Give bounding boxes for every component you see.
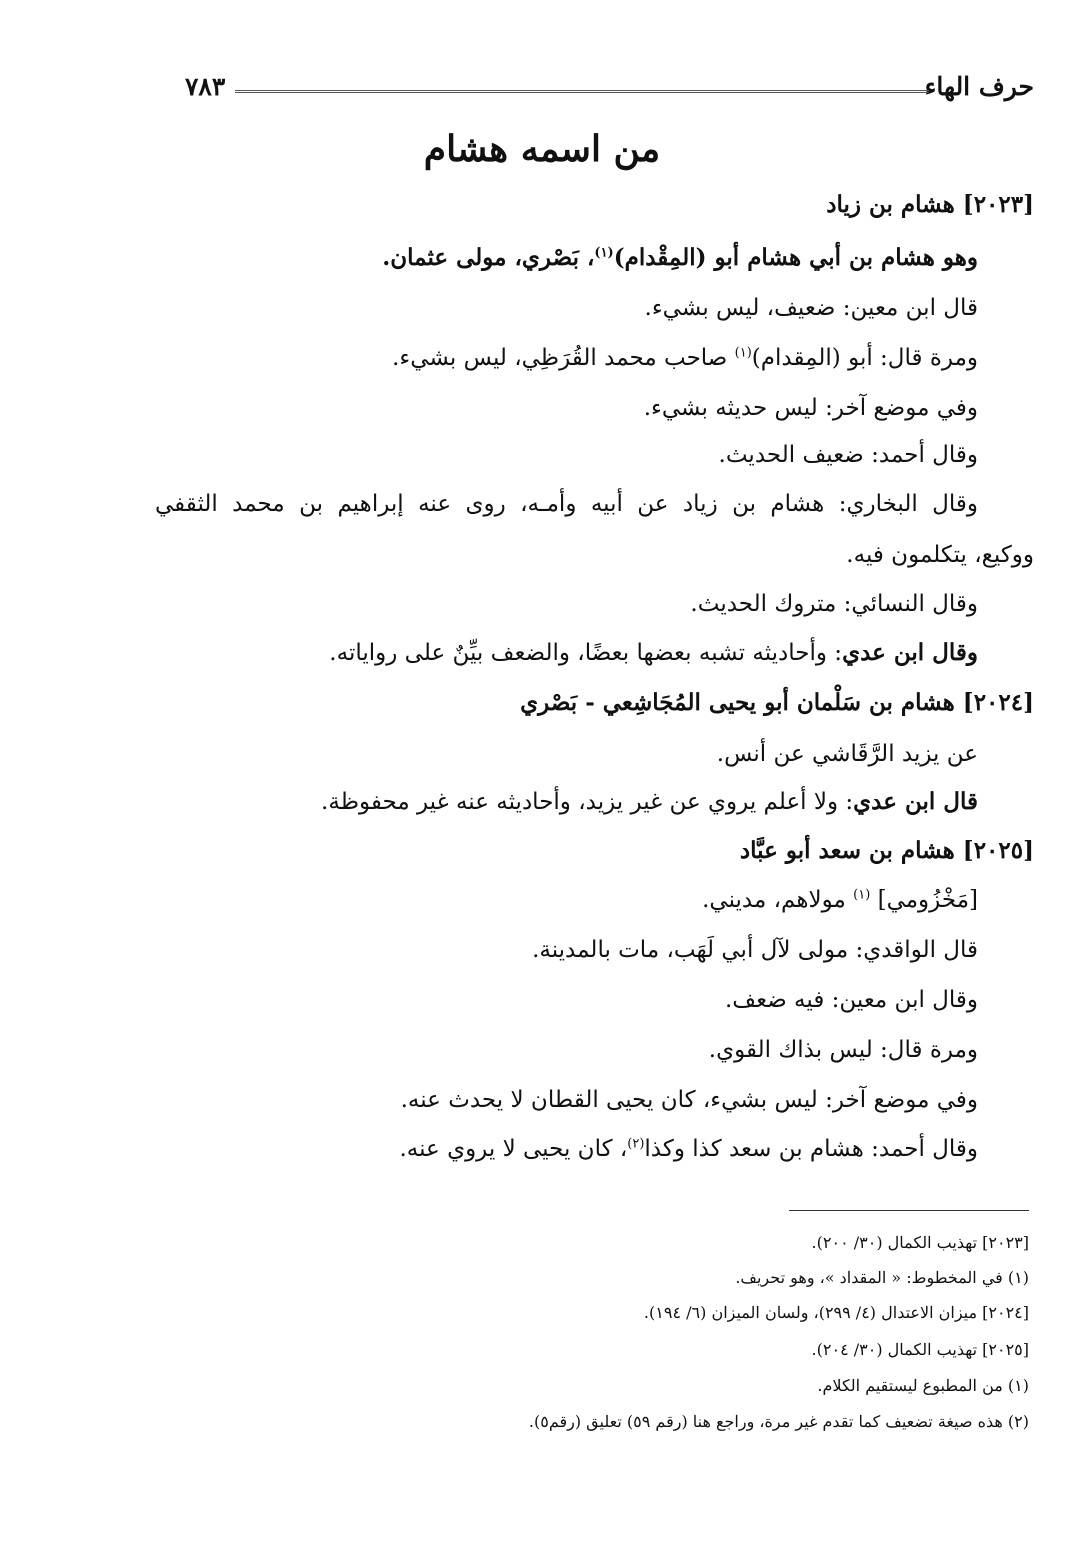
entry-2025-line-4: ومرة قال: ليس بذاك القوي.	[708, 1037, 978, 1063]
entry-2023-line-1: وهو هشام بن أبي هشام أبو (المِقْدام)$^{(١)}$، بَصْري، مولى عثمان.	[382, 244, 978, 271]
entry-2023-line-5: وقال أحمد: ضعيف الحديث.	[718, 442, 978, 468]
entry-2023-line-9: وقال ابن عدي: وأحاديثه تشبه بعضها بعضًا، والضعف بيِّنٌ على رواياته.	[329, 639, 978, 666]
entry-2023-line-4: وفي موضع آخر: ليس حديثه بشيء.	[643, 395, 978, 421]
footnote-4: [٢٠٢٥] تهذيب الكمال (٣٠/ ٢٠٤).	[811, 1340, 1029, 1359]
footnote-ref[interactable]: (٢)	[627, 1136, 645, 1152]
entry-2023-line-6: وقال البخاري: هشام بن زياد عن أبيه وأمـه، روى عنه إبراهيم بن محمد الثقفي	[155, 491, 978, 517]
entry-title-2025: [٢٠٢٥] هشام بن سعد أبو عبَّاد	[739, 837, 1034, 864]
entry-2023-line-2: قال ابن معين: ضعيف، ليس بشيء.	[644, 295, 978, 321]
footnote-separator	[789, 1210, 1029, 1211]
entry-2023-line-8: وقال النسائي: متروك الحديث.	[690, 591, 978, 617]
entry-2023-line-3: ومرة قال: أبو (المِقدام)$^{(١)}$ صاحب محمد القُرَظِي، ليس بشيء.	[392, 345, 978, 371]
entry-title-2024: [٢٠٢٤] هشام بن سَلْمان أبو يحيى المُجَاشِعي - بَصْري	[520, 689, 1034, 716]
header-rule	[235, 90, 929, 93]
footnote-1: [٢٠٢٣] تهذيب الكمال (٣٠/ ٢٠٠).	[811, 1233, 1029, 1252]
footnote-6: (٢) هذه صيغة تضعيف كما تقدم غير مرة، وراجع هنا (رقم ٥٩) تعليق (رقم٥).	[528, 1412, 1029, 1431]
footnote-5: (١) من المطبوع ليستقيم الكلام.	[817, 1376, 1029, 1395]
section-heading: من اسمه هشام	[423, 128, 661, 170]
entry-2023-line-7: ووكيع، يتكلمون فيه.	[846, 542, 1034, 568]
entry-2025-line-3: وقال ابن معين: فيه ضعف.	[725, 987, 978, 1013]
entry-2025-line-6: وقال أحمد: هشام بن سعد كذا وكذا$^{(٢)}$، كان يحيى لا يروي عنه.	[399, 1136, 978, 1162]
footnote-ref[interactable]: (١)	[734, 345, 752, 361]
running-header	[185, 70, 1034, 110]
entry-title-2023: [٢٠٢٣] هشام بن زياد	[826, 191, 1034, 218]
footnote-ref[interactable]: (١)	[853, 887, 871, 903]
entry-2025-line-1: [مَخْزُومي] $^{(١)}$ مولاهم، مديني.	[702, 887, 978, 913]
page-number: ٧٨٣	[185, 72, 226, 101]
footnote-ref[interactable]: (١)	[594, 245, 614, 261]
entry-2024-line-2: قال ابن عدي: ولا أعلم يروي عن غير يزيد، وأحاديثه عنه غير محفوظة.	[321, 788, 978, 815]
entry-2024-line-1: عن يزيد الرَّقَاشي عن أنس.	[716, 741, 978, 767]
entry-2025-line-5: وفي موضع آخر: ليس بشيء، كان يحيى القطان لا يحدث عنه.	[400, 1087, 978, 1113]
entry-2025-line-2: قال الواقدي: مولى لآل أبي لَهَب، مات بالمدينة.	[532, 937, 978, 963]
chapter-title: حرف الهاء	[924, 72, 1034, 101]
footnote-3: [٢٠٢٤] ميزان الاعتدال (٤/ ٢٩٩)، ولسان الميزان (٦/ ١٩٤).	[643, 1303, 1029, 1322]
footnote-2: (١) في المخطوط: « المقداد »، وهو تحريف.	[735, 1268, 1029, 1287]
